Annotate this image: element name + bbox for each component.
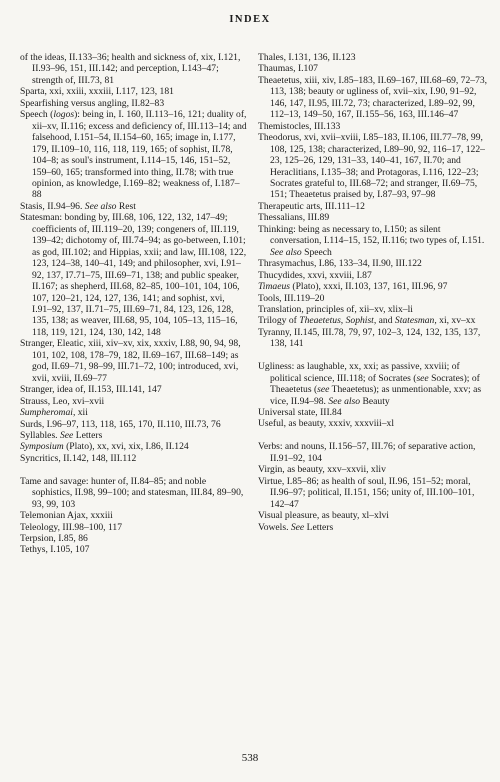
index-entry: Tame and savage: hunter of, II.84–85; and noble sophistics, II.98, 99–100; and statesman, III.84, 89–90, 93, 99, 103	[20, 475, 244, 510]
index-entry: Spearfishing versus angling, II.82–83	[20, 97, 165, 109]
index-entry: Tyranny, II.145, III.78, 79, 97, 102–3, 124, 132, 135, 137, 138, 141	[258, 326, 481, 350]
index-entry: Therapeutic arts, III.111–12	[258, 200, 365, 212]
page-number: 538	[241, 752, 259, 764]
index-entry: Theodorus, xvi, xvii–xviii, I.85–183, II.106, III.77–78, 99, 108, 125, 138; characterized, I.89–90, 92, 116–17, 122–23, 125–26, 129, 131–33, 140–41, 167, II.70; and Heraclitians, I.135–38; and Protagoras, I.116, 122–23; Socrates grateful to, III.68–72; and stranger, II.69–75, 151; Theaetetus praised by, I.87–93, 97–98	[258, 132, 485, 201]
index-entry: Stasis, II.94–96. See also Rest	[20, 200, 136, 212]
index-entry: Thessalians, III.89	[258, 212, 330, 224]
index-entry: Tethys, I.105, 107	[20, 544, 90, 556]
index-entry: Speech (logos): being in, I. 160, II.113–16, 121; duality of, xii–xv, II.116; excess and deficiency of, III.113–14; and falsehood, I.151–54, II.154–60, 165; image in, I.177, 179, II.109–10, 116, 118, 119, 165; of sophist, II.78, 104–8; as soul's instrument, I.114–15, 146, 151–52, 159–60, 165; transformed into thing, II.78; with true opinion, as knowledge, I.169–82; weakness of, I.187–88	[20, 109, 247, 201]
index-entry: Symposium (Plato), xx, xvi, xix, I.86, II.124	[20, 441, 189, 453]
index-column-left	[20, 52, 247, 556]
index-entry: Thales, I.131, 136, II.123	[258, 52, 356, 63]
index-entry: Telemonian Ajax, xxxiii	[20, 510, 113, 522]
index-entry: Teleology, III.98–100, 117	[20, 521, 122, 533]
index-entry: Visual pleasure, as beauty, xl–xlvi	[258, 510, 389, 522]
index-entry: Sparta, xxi, xxiii, xxxiii, I.117, 123, 181	[20, 86, 174, 98]
index-entry: Strauss, Leo, xvi–xvii	[20, 395, 105, 407]
letter-group-gap	[20, 464, 247, 475]
index-entry: Ugliness: as laughable, xx, xxi; as passive, xxviii; of political science, III.118; of Socrates (see Socrates); of Theaetetus (see Theaetetus); as unmentionable, xxv; as vice, II.94–98. See also Beauty	[258, 361, 482, 407]
index-column-right	[258, 52, 488, 533]
running-header: INDEX	[229, 14, 271, 25]
index-entry: Thaumas, I.107	[258, 63, 318, 75]
index-entry: Virgin, as beauty, xxv–xxvii, xliv	[258, 464, 386, 476]
index-entry: Virtue, I.85–86; as health of soul, II.96, 151–52; moral, II.96–97; political, II.151, 156; unity of, III.100–101, 142–47	[258, 475, 475, 510]
index-entry: Stranger, idea of, II.153, III.141, 147	[20, 384, 162, 396]
index-entry: Trilogy of Theaetetus, Sophist, and Statesman, xi, xv–xx	[258, 315, 476, 327]
index-entry: Universal state, III.84	[258, 407, 342, 419]
index-entry: Translation, principles of, xii–xv, xlix–li	[258, 303, 413, 315]
index-entry: Vowels. See Letters	[258, 521, 334, 533]
index-entry: Terpsion, I.85, 86	[20, 533, 88, 545]
index-entry: Tools, III.119–20	[258, 292, 325, 304]
index-entry: Useful, as beauty, xxxiv, xxxviii–xl	[258, 418, 394, 430]
index-entry: Statesman: bonding by, III.68, 106, 122, 132, 147–49; coefficients of, III.119–20, 139; congeners of, III.119, 139–42; dichotomy of, III.74–94; as go-between, I.101; as god, III.102; and Hippias, xxii; and law, III.108, 122, 123, 124–38, 140–41, 149; and philosopher, xvi, I.91–92, 137, I7.71–75, III.69–71, 138; and public speaker, II.167; as shepherd, III.68, 82–85, 100–101, 104, 106, 107, 120–21, 124, 127, 136, 141; and sophist, xvi, I.91–92, 137, II.71–75, III.69–71, 84, 123, 126, 128, 135, 138; as weaver, III.68, 95, 104, 105–13, 115–16, 118, 119, 121, 124, 130, 142, 148	[20, 212, 247, 338]
index-entry: Verbs: and nouns, II.156–57, III.76; of separative action, II.91–92, 104	[258, 441, 476, 464]
index-entry: Stranger, Eleatic, xiii, xiv–xv, xix, xxxiv, I.88, 90, 94, 98, 101, 102, 108, 178–79, 182, II.69–167, III.68–149; as god, II.69–71, 98–99, III.71–72, 100; introduced, xvi, xvii, xviii, II.69–77	[20, 338, 241, 384]
index-entry: of the ideas, II.133–36; health and sickness of, xix, I.121, II.93–96, 151, III.142; and perception, I.143–47; strength of, III.73, 81	[20, 52, 241, 86]
index-entry: Themistocles, III.133	[258, 120, 341, 132]
index-entry: Syllables. See Letters	[20, 429, 103, 441]
letter-group-gap	[258, 430, 488, 441]
index-entry: Surds, I.96–97, 113, 118, 165, 170, II.110, III.73, 76	[20, 418, 221, 430]
letter-group-gap	[258, 350, 488, 361]
index-entry: Thrasymachus, I.86, 133–34, II.90, III.122	[258, 258, 422, 270]
index-entry: Timaeus (Plato), xxxi, II.103, 137, 161, III.96, 97	[258, 281, 448, 293]
index-entry: Sumpheromai, xii	[20, 407, 88, 419]
index-entry: Theaetetus, xiii, xiv, I.85–183, II.69–167, III.68–69, 72–73, 113, 138; beauty or ugliness of, xvii–xix, I.90, 91–92, 146, 147, II.95, III.72, 73; characterized, I.89–92, 99, 112–13, 149–50, 167, II.155–56, 163, III.146–47	[258, 74, 488, 121]
index-entry: Thinking: being as necessary to, I.150; as silent conversation, I.114–15, 152, II.116; two types of, I.151. See also Speech	[258, 223, 485, 258]
index-entry: Thucydides, xxvi, xxviii, I.87	[258, 269, 372, 281]
index-entry: Syncritics, II.142, 148, III.112	[20, 452, 137, 464]
